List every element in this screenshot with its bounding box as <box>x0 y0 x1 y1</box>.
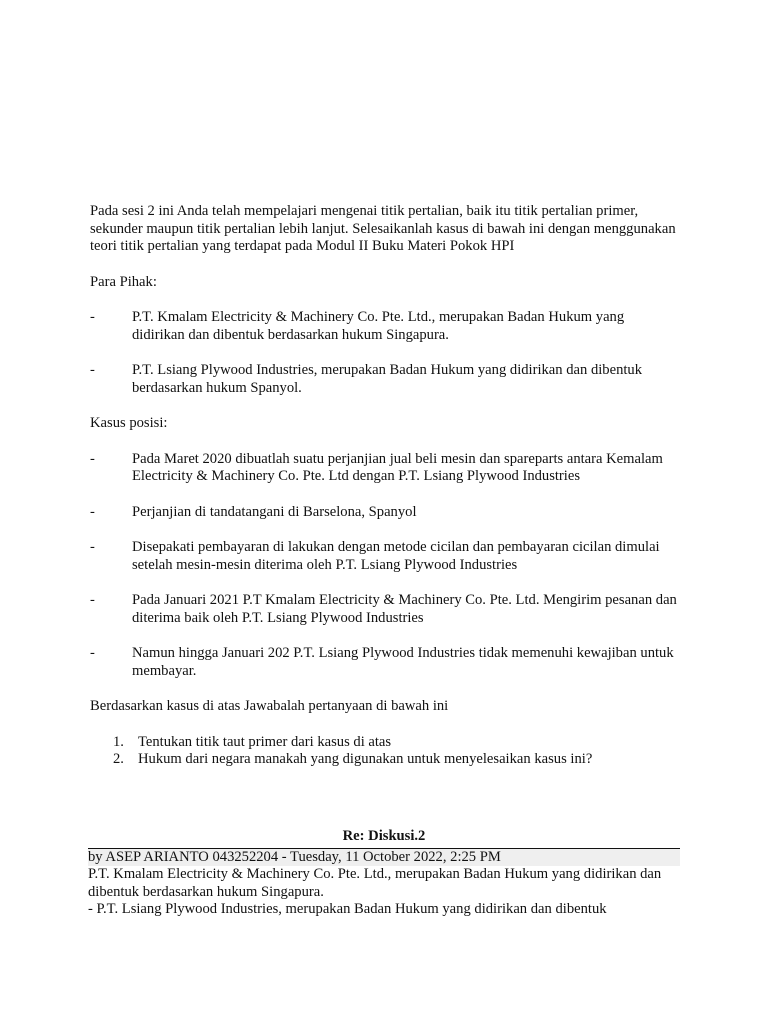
case-text: Disepakati pembayaran di lakukan dengan metode cicilan dan pembayaran cicilan dimulai setelah mesin-mesin diterima oleh P.T. Lsiang Plywood Industries <box>132 539 660 573</box>
party-text: P.T. Kmalam Electricity & Machinery Co. Pte. Ltd., merupakan Badan Hukum yang didirikan dan dibentuk berdasarkan hukum Singapura. <box>132 309 625 343</box>
question-text: Tentukan titik taut primer dari kasus di atas <box>138 733 392 750</box>
case-text: Namun hingga Januari 202 P.T. Lsiang Plywood Industries tidak memenuhi kewajiban untuk membayar. <box>132 645 674 679</box>
question-item <box>113 733 680 752</box>
case-item <box>90 592 680 627</box>
case-item <box>90 451 680 486</box>
bullet-dash: - <box>90 450 95 467</box>
question-list <box>90 734 680 769</box>
question-number: 1. <box>113 733 124 750</box>
party-item <box>90 362 680 397</box>
case-item <box>90 504 680 522</box>
case-text: Pada Januari 2021 P.T Kmalam Electricity & Machinery Co. Pte. Ltd. Mengirim pesanan dan diterima baik oleh P.T. Lsiang Plywood Industries <box>132 592 677 626</box>
parties-heading: Para Pihak: <box>90 273 157 290</box>
party-item <box>90 309 680 344</box>
document-body <box>90 203 680 769</box>
bullet-dash: - <box>90 309 95 325</box>
reply-title: Re: Diskusi.2 <box>342 828 426 844</box>
reply-body <box>88 866 680 919</box>
question-text: Hukum dari negara manakah yang digunakan untuk menyelesaikan kasus ini? <box>138 751 593 767</box>
bullet-dash: - <box>90 503 95 520</box>
reply-line: - P.T. Lsiang Plywood Industries, merupakan Badan Hukum yang didirikan dan dibentuk <box>88 901 607 917</box>
case-text: Pada Maret 2020 dibuatlah suatu perjanjian jual beli mesin dan spareparts antara Kemalam Electricity & Machinery Co. Pte. Ltd dengan P.T. Lsiang Plywood Industries <box>132 450 663 484</box>
case-item <box>90 539 680 574</box>
case-heading: Kasus posisi: <box>90 415 168 431</box>
question-item <box>113 751 680 769</box>
forum-reply <box>88 828 680 919</box>
party-text: P.T. Lsiang Plywood Industries, merupakan Badan Hukum yang didirikan dan dibentuk berdasarkan hukum Spanyol. <box>132 362 643 396</box>
reply-line: P.T. Kmalam Electricity & Machinery Co. Pte. Ltd., merupakan Badan Hukum yang didirikan dan dibentuk berdasarkan hukum Singapura. <box>88 866 662 900</box>
bullet-dash: - <box>90 362 95 378</box>
reply-author-line: by ASEP ARIANTO 043252204 - Tuesday, 11 October 2022, 2:25 PM <box>88 848 680 867</box>
bullet-dash: - <box>90 645 95 661</box>
bullet-dash: - <box>90 592 95 608</box>
question-number: 2. <box>113 751 124 767</box>
case-text: Perjanjian di tandatangani di Barselona, Spanyol <box>132 503 417 520</box>
bullet-dash: - <box>90 539 95 555</box>
question-intro: Berdasarkan kasus di atas Jawabalah pertanyaan di bawah ini <box>90 698 449 714</box>
intro-paragraph: Pada sesi 2 ini Anda telah mempelajari mengenai titik pertalian, baik itu titik pertalian primer, sekunder maupun titik pertalian lebih lanjut. Selesaikanlah kasus di bawah ini dengan menggunakan teori titik pertalian yang terdapat pada Modul II Buku Materi Pokok HPI <box>90 203 676 254</box>
case-item <box>90 645 680 680</box>
